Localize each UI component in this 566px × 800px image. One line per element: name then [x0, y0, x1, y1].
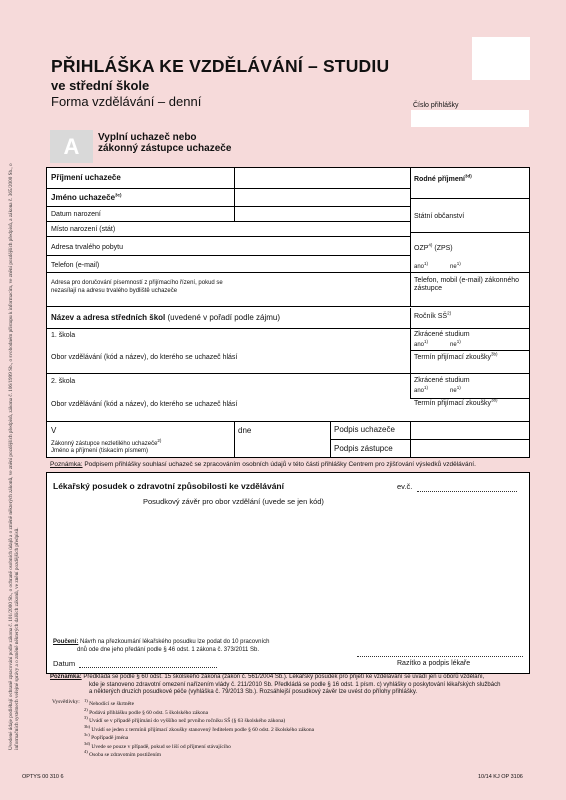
ozp-label: OZP$^{4)}$ (ZPS): [414, 242, 453, 252]
footnote-item: $^{3)}$ Uvádí se v případě přijímání do vyššího než prvního ročníku SŠ (§ 63 školského zákona): [84, 715, 286, 724]
footer-left-code: OPTYS 00 310 6: [22, 774, 64, 780]
school-2-label: 2. škola: [51, 378, 76, 385]
stamp-box: [472, 37, 530, 80]
guardian-signature-label: Podpis zástupce: [334, 444, 393, 453]
consent-note: Poznámka: Podpisem přihlášky souhlasí uchazeč se zpracováním osobních údajů v této části přihlášky Centrem pro zjišťování výsledků vzdělávání.: [50, 461, 476, 468]
birth-surname-label: Rodné příjmení$^{3d)}$: [414, 173, 472, 183]
footer-right-code: 10/14 KJ OP 3106: [478, 774, 523, 780]
doctor-stamp-label: Razítko a podpis lékaře: [397, 660, 471, 667]
form-title: PŘIHLÁŠKA KE VZDĚLÁVÁNÍ – STUDIU: [51, 56, 390, 76]
applicant-form-table: [46, 167, 530, 458]
medical-title: Lékařský posudek o zdravotní způsobilosti ke vzdělávání: [53, 481, 284, 491]
evidence-number-label: ev.č.: [397, 482, 413, 491]
application-number-field[interactable]: [411, 110, 529, 127]
citizenship-label: Státní občanství: [414, 213, 465, 220]
school-1-shortened-label: Zkrácené studium: [414, 331, 470, 338]
side-legal-note: Uvedené údaje podléhají ochraně zpracování podle zákona č. 101/2000 Sb., o ochraně osobních údajů a o změně některých zákonů, ve znění pozdějších předpisů, zákona č. 106/1999 Sb., o svobodném přístupu k informacím, ve znění pozdějších předpisů, a zákona č. 365/2000 Sb., o informačních systémech veřejné správy a o změně některých dalších zákonů, ve znění pozdějších předpisů.: [8, 163, 21, 750]
application-number-label: Číslo přihlášky: [413, 102, 459, 109]
instruction-note: Poučení: Návrh na přezkoumání lékařského posudku lze podat do 10 pracovních dnů ode dne jeho předání podle § 46 odst. 1 zákona č. 373/2011 Sb.: [53, 639, 270, 653]
school-1-shortened-yes-no[interactable]: $ano^{1)}ne^{1)}$: [414, 339, 461, 348]
address-label: Adresa trvalého pobytu: [51, 244, 123, 251]
phone-label: Telefon (e-mail): [51, 262, 100, 269]
medical-conclusion-label: Posudkový závěr pro obor vzdělání (uvede se jen kód): [143, 497, 324, 506]
first-name-field[interactable]: [235, 189, 409, 205]
footnote-item: $^{4)}$ Osoba se zdravotním postižením: [84, 749, 162, 758]
footnote-item: $^{1)}$ Nehodící se škrtněte: [84, 698, 135, 707]
guardian-phone-label: Telefon, mobil (e-mail) zákonného zástupce: [414, 277, 520, 292]
footnote-item: $^{2)}$ Podává přihlášku podle § 60 odst. 5 školského zákona: [84, 706, 209, 716]
footnotes-label: Vysvětlivky:: [52, 699, 80, 705]
medical-conclusion-field[interactable]: [53, 513, 521, 631]
schools-heading: Název a adresa středních škol (uvedené v pořadí podle zájmu): [51, 313, 281, 322]
ozp-yes-no[interactable]: $ano^{1)}ne^{1)}$: [414, 261, 461, 270]
birth-place-label: Místo narození (stát): [51, 226, 116, 233]
medical-note: Poznámka: Předkládá se podle § 60 odst. 15 školského zákona (zákon č. 561/2004 Sb.). Lékařský posudek pro přijetí ke vzdělávání se uvádí jen u oborů vzdělání, kde je stanoveno zdravotní omezení nařízením vlády č. 211/2010 Sb. Předkládá se podle § 16 odst. 1 písm. c) vyhlášky o poskytování lékařských službách a některých druzích posudkové péče (vyhláška č. 79/2013 Sb.). Rozsáhlejší posudkový závěr lze uvést do přílohy přihlášky.: [50, 674, 501, 695]
delivery-address-label: Adresa pro doručování písemností z přijímacího řízení, pokud se nezasílají na adresu trvalého bydliště uchazeče: [51, 280, 223, 294]
birth-date-label: Datum narození: [51, 211, 101, 218]
form-subtitle: ve střední škole: [51, 78, 150, 93]
grade-label: Ročník SŠ$^{2)}$: [414, 310, 452, 320]
footnote-item: $^{3d)}$ Uvede se pouze v případě, pokud se liší od příjmení stávajícího: [84, 740, 231, 750]
date-label: dne: [238, 426, 252, 435]
school-1-label: 1. škola: [51, 332, 76, 339]
school-2-exam-date-label: Termín přijímací zkoušky$^{3b)}$: [414, 397, 498, 407]
school-2-shortened-yes-no[interactable]: $ano^{1)}ne^{1)}$: [414, 385, 461, 394]
section-a-info: Vyplní uchazeč nebo zákonný zástupce uchazeče: [98, 132, 232, 154]
section-a-badge: A: [50, 130, 93, 163]
footnote-item: $^{3b)}$ Uvádí se jeden z termínů přijímací zkoušky stanovený ředitelem podle § 60 odst. 2 školského zákona: [84, 723, 315, 733]
medical-certificate-box: [46, 472, 530, 674]
guardian-label: Zákonný zástupce nezletilého uchazeče$^{2)}$ Jméno a příjmení (tiskacím písmem): [51, 438, 162, 454]
surname-field[interactable]: [235, 169, 409, 187]
surname-label: Příjmení uchazeče: [51, 173, 121, 182]
school-2-field-label: Obor vzdělávání (kód a název), do kterého se uchazeč hlásí: [51, 401, 238, 408]
footnotes-list: [84, 700, 504, 760]
place-label: V: [51, 426, 57, 435]
first-name-label: Jméno uchazeče$^{3c)}$: [51, 192, 122, 202]
footnote-item: $^{3c)}$ Popřípadě jména: [84, 732, 129, 741]
medical-date-label: Datum: [53, 659, 76, 668]
school-1-exam-date-label: Termín přijímací zkoušky$^{3b)}$: [414, 351, 498, 361]
school-2-shortened-label: Zkrácené studium: [414, 377, 470, 384]
form-type: Forma vzdělávání – denní: [51, 94, 202, 109]
school-1-field-label: Obor vzdělávání (kód a název), do kterého se uchazeč hlásí: [51, 354, 238, 361]
applicant-signature-label: Podpis uchazeče: [334, 425, 395, 434]
